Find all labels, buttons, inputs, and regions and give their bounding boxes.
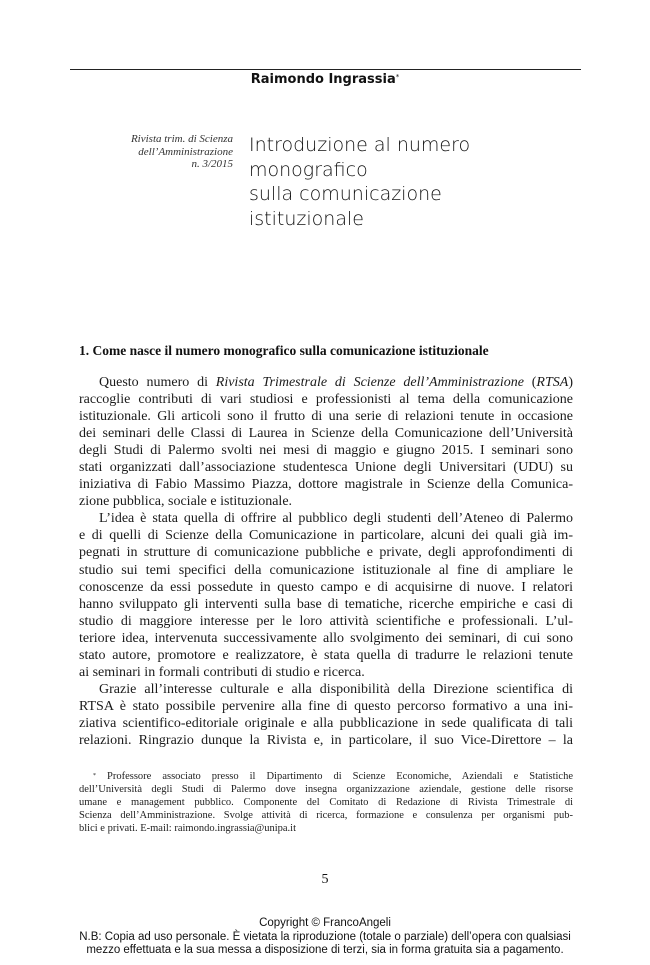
body-line: iniziativa di Fabio Massimo Piazza, dottore magistrale in Scienze della Comunica- [79,477,573,493]
section-heading: 1. Come nasce il numero monografico sulla comunicazione istituzionale [79,343,489,358]
body-line: raccoglie contributi di vari studiosi e professionisti al tema della comunicazione [79,392,573,408]
journal-name-line1: Rivista trim. di Scienza [130,133,233,145]
body-line: e di quelli di Scienze della Comunicazione in particolare, alcuni dei quali già im- [79,528,573,544]
title-line: sulla comunicazione [249,183,442,205]
body-line: RTSA è stato possibile pervenire alla fine di questo percorso formativo a una ini- [79,698,573,714]
header-rule [70,69,581,70]
page-number: 5 [321,872,329,887]
footnote-text: Professore associato presso il Dipartimento di Scienze Economiche, Aziendali e Statistiche [96,771,573,782]
footnote-line [79,770,573,783]
author-footnote [79,770,573,835]
journal-name-italic: RTSA [536,375,569,390]
copyright-line: Copyright © FrancoAngeli [259,917,391,929]
journal-name-line2: dell’Amministrazione [138,145,233,158]
journal-issue: n. 3/2015 [191,158,233,170]
body-line: L’idea è stata quella di offrire al pubblico degli studenti dell’Ateneo di Palermo [99,511,573,527]
body-line: teriore idea, intervenuta successivamente allo svolgimento dei seminari, di cui sono [79,630,573,646]
article-body [79,374,573,749]
footnote-line: blici e privati. E-mail: raimondo.ingrassia@unipa.it [79,823,296,834]
body-text-span: Questo numero di [99,375,216,390]
body-text-span: ( [523,375,537,390]
journal-info [63,133,233,171]
body-line: ai seminari in formali contributi di studio e ricerca. [79,664,365,680]
copyright-footer [0,917,650,958]
copyright-notice-line2: mezzo effettuata e la sua messa a disposizione di terzi, sia in forma gratuita sia a pagamento. [86,944,564,956]
footnote-line: Scienza dell’Amministrazione. Svolge attività di ricerca, formazione e consulenza per organismi pub- [79,810,573,821]
body-line: degli Studi di Palermo svolti nei mesi di maggio e giugno 2015. I seminari sono [79,443,573,459]
body-line: pegnati in strutture di comunicazione pubbliche e private, degli approfondimenti di [79,545,573,561]
copyright-notice-line1: N.B: Copia ad uso personale. È vietata la riproduzione (totale o parziale) dell’opera con qualsiasi [79,930,571,943]
author-name [0,72,650,87]
title-line: istituzionale [249,207,364,230]
body-line: conoscenze da essi possedute in questo campo e di acquisirne di nuove. I relatori [79,579,573,595]
body-line: stato autore, promotore e realizzatore, è stata quella di tradurre le relazioni tenute [79,647,573,663]
footnote-line: umane e management pubblico. Componente del Comitato di Redazione di Rivista Trimestrale di [79,797,573,808]
body-line: zione pubblica, sociale e istituzionale. [79,494,293,510]
footnote-line: dell’Università degli Studi di Palermo dove insegna organizzazione aziendale, gestione delle risorse [79,784,573,795]
title-line: Introduzione al numero [249,134,471,156]
body-text-span: ) [568,375,573,390]
article-title [249,133,589,231]
body-line: istituzionale. Gli articoli sono il frutto di una serie di relazioni tenute in occasione [79,409,573,425]
body-line: studio sui temi specifici della comunicazione istituzionale al fine di ampliare le [79,562,573,578]
footnote-marker: * [93,773,96,779]
body-line: hanno sviluppato gli interventi sulla base di tematiche, ricerche empiriche e casi di [79,596,573,612]
title-line: monografico [249,158,368,181]
body-line [79,374,573,391]
body-line: relazioni. Ringrazio dunque la Rivista e, in particolare, il suo Vice-Direttore – la [79,732,573,748]
author-footnote-marker: * [395,73,400,81]
body-line: studio di maggiore interesse per le loro attività scientifiche e professionali. L’ul- [79,613,573,629]
body-line: Grazie all’interesse culturale e alla disponibilità della Direzione scientifica di [99,681,573,697]
author-name-text: Raimondo Ingrassia [250,72,396,87]
body-line: dei seminari delle Classi di Laurea in Scienze della Comunicazione dell’Università [79,426,573,442]
journal-name-italic: Rivista Trimestrale di Scienze dell’Amministrazione [215,375,524,390]
body-line: ziativa scientifico-editoriale originale e alla pubblicazione in sede qualificata di tali [79,715,573,731]
body-line: stati organizzati dall’associazione studentesca Unione degli Universitari (UDU) su [79,460,573,476]
